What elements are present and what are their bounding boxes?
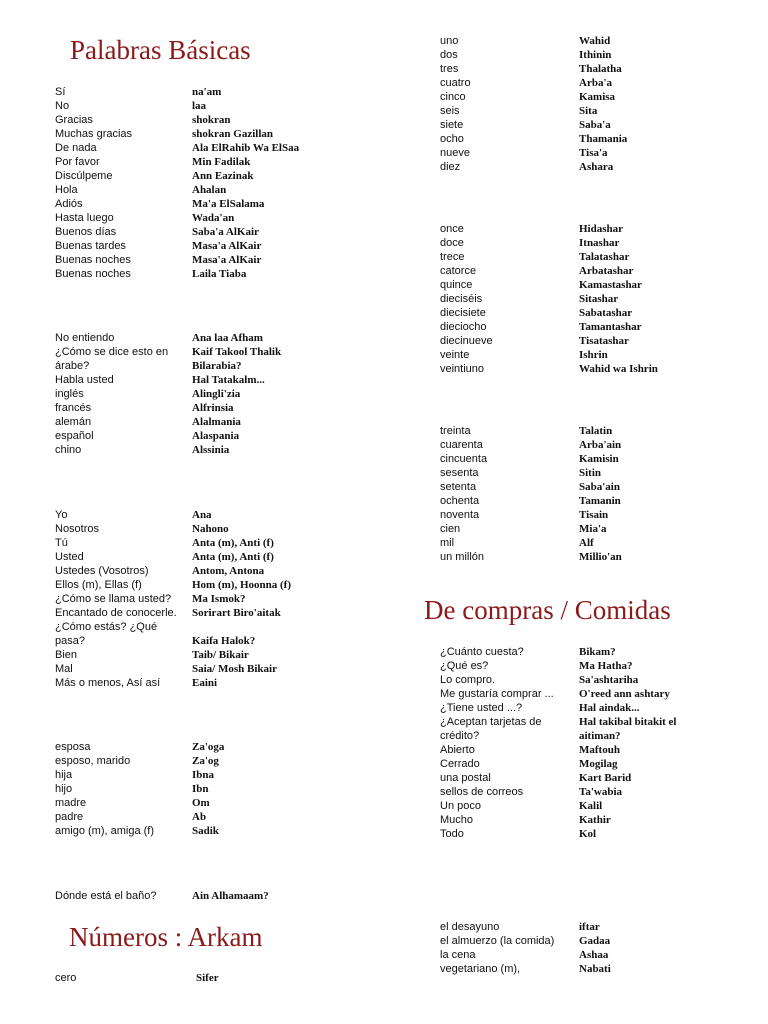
numbers-11-21-list [440, 222, 658, 376]
arabic-term: Ta'wabia [579, 786, 623, 798]
arabic-term: Kart Barid [579, 772, 632, 784]
spanish-term: Cerrado [440, 758, 480, 770]
arabic-term: Ann Eazinak [192, 170, 254, 182]
list-item [55, 169, 299, 183]
bathroom-row [55, 889, 269, 903]
list-item [440, 948, 611, 962]
shopping-list [440, 645, 677, 841]
heading-palabras-basicas: Palabras Básicas [70, 35, 251, 65]
arabic-term: shokran [192, 114, 231, 126]
arabic-term: Ashara [579, 161, 614, 173]
list-item [55, 592, 291, 606]
arabic-term: Kamisa [579, 91, 616, 103]
arabic-term: aitiman? [579, 730, 621, 742]
spanish-term: Buenas tardes [55, 240, 126, 252]
list-item [55, 141, 299, 155]
list-item [440, 334, 658, 348]
list-item [440, 160, 627, 174]
spanish-term: cinco [440, 91, 466, 103]
spanish-term: treinta [440, 425, 471, 437]
spanish-term: diez [440, 161, 461, 173]
list-item [440, 104, 627, 118]
arabic-term: Tamantashar [579, 321, 642, 333]
list-item [440, 743, 677, 757]
spanish-term: Lo compro. [440, 674, 496, 686]
list-item [440, 306, 658, 320]
arabic-term: Saba'a AlKair [192, 226, 259, 238]
spanish-term: el almuerzo (la comida) [440, 935, 555, 947]
spanish-term: Discúlpeme [55, 170, 113, 182]
arabic-term: laa [192, 100, 207, 112]
arabic-term: Anta (m), Anti (f) [192, 537, 274, 549]
bathroom-es: Dónde está el baño? [55, 890, 157, 902]
arabic-term: Wahid [579, 35, 611, 47]
spanish-term: diecisiete [440, 307, 486, 319]
arabic-term: Mia'a [579, 523, 607, 535]
list-item [440, 320, 658, 334]
arabic-term: Antom, Antona [192, 565, 265, 577]
arabic-term: Ma Ismok? [192, 593, 246, 605]
arabic-term: Tisatashar [579, 335, 629, 347]
spanish-term: sellos de correos [440, 786, 524, 798]
arabic-term: Ana [192, 509, 212, 521]
food-list [440, 920, 611, 976]
arabic-term: Ibna [192, 769, 215, 781]
spanish-term: la cena [440, 949, 476, 961]
zero-ar: Sifer [196, 972, 219, 984]
spanish-term: hijo [55, 783, 73, 795]
spanish-term: Por favor [55, 156, 100, 168]
arabic-term: Ashaa [579, 949, 609, 961]
list-item [55, 606, 291, 620]
arabic-term: Bikam? [579, 646, 616, 658]
list-item [440, 659, 677, 673]
arabic-term: Talatin [579, 425, 613, 437]
arabic-term: Sabatashar [579, 307, 633, 319]
arabic-term: Min Fadilak [192, 156, 251, 168]
list-item [55, 648, 291, 662]
list-item [55, 810, 224, 824]
list-item [440, 550, 622, 564]
arabic-term: Za'oga [192, 741, 225, 753]
spanish-term: setenta [440, 481, 477, 493]
spanish-term: amigo (m), amiga (f) [55, 825, 155, 837]
spanish-term: veintiuno [440, 363, 485, 375]
spanish-term: vegetariano (m), [440, 963, 521, 975]
arabic-term: Bilarabia? [192, 360, 242, 372]
list-item [55, 373, 281, 387]
spanish-term: uno [440, 35, 459, 47]
spanish-term: una postal [440, 772, 491, 784]
spanish-term: mil [440, 537, 455, 549]
arabic-term: Arbatashar [579, 265, 634, 277]
spanish-term: diecinueve [440, 335, 493, 347]
arabic-term: Kalil [579, 800, 603, 812]
list-item [440, 687, 677, 701]
list-item [440, 264, 658, 278]
list-item [440, 250, 658, 264]
spanish-term: trece [440, 251, 465, 263]
list-item [440, 292, 658, 306]
spanish-term: No [55, 100, 70, 112]
spanish-term: Un poco [440, 800, 481, 812]
list-item [55, 550, 291, 564]
list-item [440, 962, 611, 976]
arabic-term: Alingli'zia [192, 388, 241, 400]
arabic-term: Hal Tatakalm... [192, 374, 265, 386]
arabic-term: Sitin [579, 467, 602, 479]
bathroom-ar: Ain Alhamaam? [192, 890, 269, 902]
list-item [440, 118, 627, 132]
spanish-term: Tú [55, 537, 68, 549]
spanish-term: inglés [55, 388, 84, 400]
bathroom-row-block [55, 889, 269, 903]
list-item [440, 799, 677, 813]
list-item [440, 424, 622, 438]
spanish-term: ¿Qué es? [440, 660, 489, 672]
list-item [440, 673, 677, 687]
arabic-term: Ana laa Afham [192, 332, 263, 344]
list-item [440, 771, 677, 785]
arabic-term: Tamanin [579, 495, 621, 507]
arabic-term: Gadaa [579, 935, 611, 947]
list-item [55, 225, 299, 239]
spanish-term: Hasta luego [55, 212, 114, 224]
list-item [55, 782, 224, 796]
spanish-term: Muchas gracias [55, 128, 133, 140]
spanish-term: doce [440, 237, 464, 249]
spanish-term: dos [440, 49, 458, 61]
spanish-term: ¿Cómo se llama usted? [55, 593, 172, 605]
spanish-term: Nosotros [55, 523, 100, 535]
list-item [55, 211, 299, 225]
spanish-term: Ustedes (Vosotros) [55, 565, 149, 577]
arabic-term: Saba'a [579, 119, 611, 131]
list-item [55, 796, 224, 810]
spanish-term: español [55, 430, 94, 442]
spanish-term: ¿Cómo estás? ¿Qué [55, 621, 158, 633]
arabic-term: Alfrinsia [192, 402, 234, 414]
arabic-term: Wada'an [192, 212, 235, 224]
list-item [55, 401, 281, 415]
list-item [55, 508, 291, 522]
list-item [55, 536, 291, 550]
list-item [55, 676, 291, 690]
spanish-term: ¿Cómo se dice esto en [55, 346, 169, 358]
family-list [55, 740, 224, 838]
list-item [440, 348, 658, 362]
spanish-term: cuarenta [440, 439, 483, 451]
list-item [440, 438, 622, 452]
spanish-term: sesenta [440, 467, 479, 479]
list-item [55, 740, 224, 754]
spanish-term: ocho [440, 133, 464, 145]
list-item [440, 729, 677, 743]
arabic-term: Za'og [192, 755, 219, 767]
list-item [440, 645, 677, 659]
arabic-term: Kathir [579, 814, 611, 826]
list-item [440, 494, 622, 508]
spanish-term: Usted [55, 551, 84, 563]
spanish-term: Buenas noches [55, 254, 131, 266]
arabic-term: iftar [579, 921, 600, 933]
list-item [55, 564, 291, 578]
arabic-term: Talatashar [579, 251, 630, 263]
arabic-term: Ab [192, 811, 207, 823]
arabic-term: Taib/ Bikair [192, 649, 249, 661]
list-item [55, 113, 299, 127]
list-item [440, 146, 627, 160]
arabic-term: Masa'a AlKair [192, 254, 262, 266]
arabic-term: Kol [579, 828, 597, 840]
spanish-term: hija [55, 769, 73, 781]
arabic-term: Nabati [579, 963, 611, 975]
spanish-term: noventa [440, 509, 480, 521]
spanish-term: alemán [55, 416, 92, 428]
spanish-term: madre [55, 797, 87, 809]
spanish-term: Ellos (m), Ellas (f) [55, 579, 142, 591]
list-item [55, 85, 299, 99]
spanish-term: seis [440, 105, 460, 117]
list-item [55, 99, 299, 113]
list-item [440, 48, 627, 62]
list-item [55, 824, 224, 838]
spanish-term: ¿Aceptan tarjetas de [440, 716, 542, 728]
arabic-term: Eaini [192, 677, 218, 689]
list-item [55, 662, 291, 676]
spanish-term: Todo [440, 828, 464, 840]
arabic-term: Maftouh [579, 744, 620, 756]
arabic-term: Tisain [579, 509, 609, 521]
arabic-term: Sa'ashtariha [579, 674, 639, 686]
arabic-term: Ibn [192, 783, 209, 795]
list-item [55, 183, 299, 197]
list-item [55, 155, 299, 169]
list-item [440, 813, 677, 827]
spanish-term: dieciocho [440, 321, 487, 333]
list-item [55, 253, 299, 267]
arabic-term: Arba'a [579, 77, 612, 89]
list-item [440, 522, 622, 536]
arabic-term: Saba'ain [579, 481, 620, 493]
arabic-term: O'reed ann ashtary [579, 688, 670, 700]
heading-de-compras: De compras / Comidas [424, 595, 671, 625]
phrases-list [55, 331, 281, 457]
list-item [55, 239, 299, 253]
arabic-term: Ishrin [579, 349, 608, 361]
list-item [440, 920, 611, 934]
arabic-term: Mogilag [579, 758, 618, 770]
spanish-term: Buenos días [55, 226, 117, 238]
arabic-term: Kamisin [579, 453, 619, 465]
arabic-term: Tisa'a [579, 147, 608, 159]
list-item [440, 508, 622, 522]
arabic-term: Thalatha [579, 63, 622, 75]
arabic-term: shokran Gazillan [192, 128, 273, 140]
arabic-term: Ithinin [579, 49, 612, 61]
arabic-term: Wahid wa Ishrin [579, 363, 658, 375]
spanish-term: Buenas noches [55, 268, 131, 280]
spanish-term: Encantado de conocerle. [55, 607, 177, 619]
arabic-term: Om [192, 797, 210, 809]
spanish-term: Gracias [55, 114, 93, 126]
arabic-term: Hal takibal bitakit el [579, 716, 677, 728]
list-item [440, 757, 677, 771]
list-item [55, 359, 281, 373]
spanish-term: nueve [440, 147, 470, 159]
zero-row-block [55, 971, 219, 985]
arabic-term: Anta (m), Anti (f) [192, 551, 274, 563]
spanish-term: ochenta [440, 495, 480, 507]
spanish-term: cincuenta [440, 453, 488, 465]
arabic-term: Masa'a AlKair [192, 240, 262, 252]
spanish-term: Más o menos, Así así [55, 677, 161, 689]
spanish-term: catorce [440, 265, 477, 277]
pronouns-list [55, 508, 291, 690]
arabic-term: Kaif Takool Thalik [192, 346, 282, 358]
arabic-term: Millio'an [579, 551, 622, 563]
spanish-term: Habla usted [55, 374, 114, 386]
arabic-term: Kaifa Halok? [192, 635, 256, 647]
list-item [55, 634, 291, 648]
list-item [55, 768, 224, 782]
list-item [440, 715, 677, 729]
list-item [440, 827, 677, 841]
arabic-term: Alf [579, 537, 594, 549]
spanish-term: Hola [55, 184, 78, 196]
spanish-term: francés [55, 402, 92, 414]
spanish-term: chino [55, 444, 82, 456]
spanish-term: crédito? [440, 730, 480, 742]
list-item [440, 34, 627, 48]
spanish-term: dieciséis [440, 293, 483, 305]
arabic-term: Sorirart Biro'aitak [192, 607, 281, 619]
zero-es: cero [55, 972, 77, 984]
basic-words-list [55, 85, 299, 281]
spanish-term: siete [440, 119, 464, 131]
arabic-term: Ahalan [192, 184, 227, 196]
spanish-term: esposa [55, 741, 91, 753]
spanish-term: once [440, 223, 464, 235]
spanish-term: ¿Cuánto cuesta? [440, 646, 524, 658]
arabic-term: Hidashar [579, 223, 624, 235]
list-item [440, 701, 677, 715]
spanish-term: ¿Tiene usted ...? [440, 702, 523, 714]
spanish-term: Abierto [440, 744, 475, 756]
spanish-term: el desayuno [440, 921, 500, 933]
spanish-term: Sí [55, 86, 66, 98]
list-item [55, 345, 281, 359]
arabic-term: Itnashar [579, 237, 620, 249]
numbers-1-10-list [440, 34, 627, 174]
spanish-term: Mal [55, 663, 73, 675]
numbers-30-million-list [440, 424, 622, 564]
arabic-term: Hal aindak... [579, 702, 640, 714]
spanish-term: Adiós [55, 198, 83, 210]
arabic-term: Ma'a ElSalama [192, 198, 265, 210]
list-item [440, 362, 658, 376]
list-item [440, 90, 627, 104]
list-item [55, 429, 281, 443]
spanish-term: árabe? [55, 360, 90, 372]
spanish-term: quince [440, 279, 473, 291]
list-item [440, 480, 622, 494]
arabic-term: Ala ElRahib Wa ElSaa [192, 142, 300, 154]
list-item [55, 578, 291, 592]
list-item [440, 278, 658, 292]
spanish-term: De nada [55, 142, 97, 154]
arabic-term: Sitashar [579, 293, 619, 305]
list-item [55, 522, 291, 536]
list-item [55, 127, 299, 141]
heading-numeros: Números : Arkam [69, 922, 263, 952]
spanish-term: cien [440, 523, 461, 535]
spanish-term: No entiendo [55, 332, 115, 344]
list-item [440, 62, 627, 76]
arabic-term: Ma Hatha? [579, 660, 633, 672]
list-item [55, 197, 299, 211]
arabic-term: Nahono [192, 523, 229, 535]
spanish-term: Yo [55, 509, 68, 521]
list-item [440, 222, 658, 236]
arabic-term: Alssinia [192, 444, 230, 456]
spanish-term: un millón [440, 551, 485, 563]
arabic-term: Hom (m), Hoonna (f) [192, 579, 291, 591]
spanish-term: Me gustaría comprar ... [440, 688, 554, 700]
spanish-term: padre [55, 811, 84, 823]
list-item [440, 452, 622, 466]
list-item [440, 76, 627, 90]
list-item [440, 785, 677, 799]
spanish-term: veinte [440, 349, 470, 361]
list-item [55, 267, 299, 281]
list-item [440, 934, 611, 948]
list-item [440, 236, 658, 250]
spanish-term: cuatro [440, 77, 471, 89]
list-item [55, 754, 224, 768]
spanish-term: tres [440, 63, 459, 75]
list-item [55, 443, 281, 457]
list-item [440, 536, 622, 550]
spanish-term: esposo, marido [55, 755, 131, 767]
list-item [55, 620, 291, 634]
arabic-term: Laila Tiaba [192, 268, 247, 280]
zero-row [55, 971, 219, 985]
arabic-term: na'am [192, 86, 222, 98]
arabic-term: Sita [579, 105, 598, 117]
arabic-term: Kamastashar [579, 279, 642, 291]
spanish-term: pasa? [55, 635, 85, 647]
arabic-term: Saia/ Mosh Bikair [192, 663, 277, 675]
list-item [55, 415, 281, 429]
arabic-term: Arba'ain [579, 439, 622, 451]
arabic-term: Sadik [192, 825, 219, 837]
spanish-term: Bien [55, 649, 78, 661]
list-item [440, 132, 627, 146]
list-item [440, 466, 622, 480]
arabic-term: Alaspania [192, 430, 240, 442]
list-item [55, 331, 281, 345]
list-item [55, 387, 281, 401]
arabic-term: Alalmania [192, 416, 241, 428]
arabic-term: Thamania [579, 133, 628, 145]
spanish-term: Mucho [440, 814, 474, 826]
